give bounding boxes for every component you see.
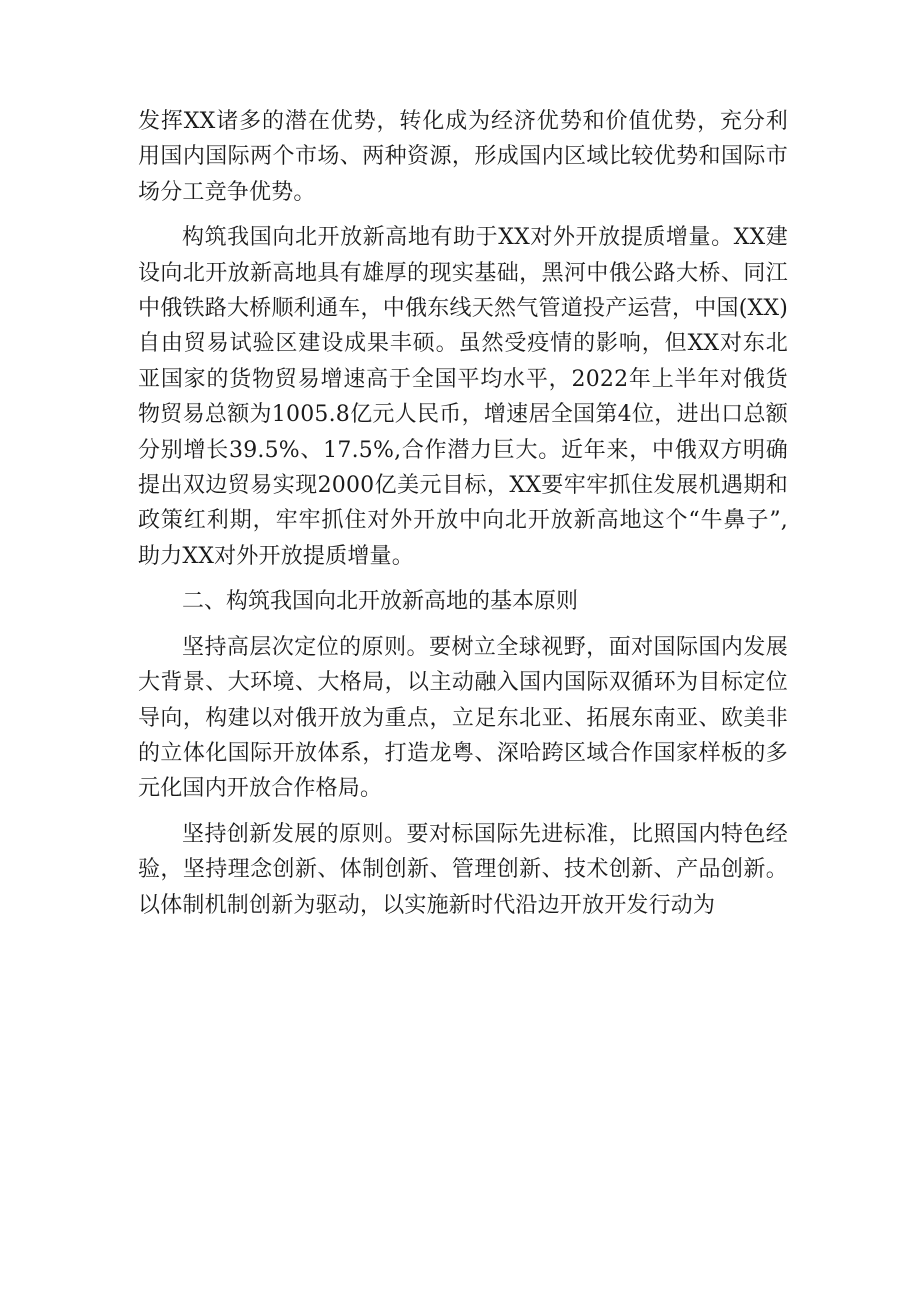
document-body (138, 104, 788, 933)
paragraph-innovative-development: 坚持创新发展的原则。要对标国际先进标准，比照国内特色经验，坚持理念创新、体制创新、管理创新、技术创新、产品创新。以体制机制创新为驱动，以实施新时代沿边开放开发行动为 (138, 821, 788, 918)
paragraph-high-level-positioning: 坚持高层次定位的原则。要树立全球视野，面对国际国内发展大背景、大环境、大格局，以主动融入国内国际双循环为目标定位导向，构建以对俄开放为重点，立足东北亚、拓展东南亚、欧美非的立体化国际开放体系，打造龙粤、深哈跨区域合作国家样板的多元化国内开放合作格局。 (138, 634, 788, 802)
paragraph-continuation: 发挥XX诸多的潜在优势，转化成为经济优势和价值优势，充分利用国内国际两个市场、两种资源，形成国内区域比较优势和国际市场分工竞争优势。 (138, 109, 788, 205)
section-heading: 二、构筑我国向北开放新高地的基本原则 (182, 589, 579, 615)
paragraph-northward-opening: 构筑我国向北开放新高地有助于XX对外开放提质增量。XX建设向北开放新高地具有雄厚的现实基础，黑河中俄公路大桥、同江中俄铁路大桥顺利通车，中俄东线天然气管道投产运营，中国(XX)自由贸易试验区建设成果丰硕。虽然受疫情的影响，但XX对东北亚国家的货物贸易增速高于全国平均水平，2022年上半年对俄货物贸易总额为1005.8亿元人民币，增速居全国第4位，进出口总额分别增长39.5%、17.5%,合作潜力巨大。近年来，中俄双方明确提出双边贸易实现2000亿美元目标，XX要牢牢抓住发展机遇期和政策红利期，牢牢抓住对外开放中向北开放新高地这个“牛鼻子”,助力XX对外开放提质增量。 (138, 225, 788, 569)
